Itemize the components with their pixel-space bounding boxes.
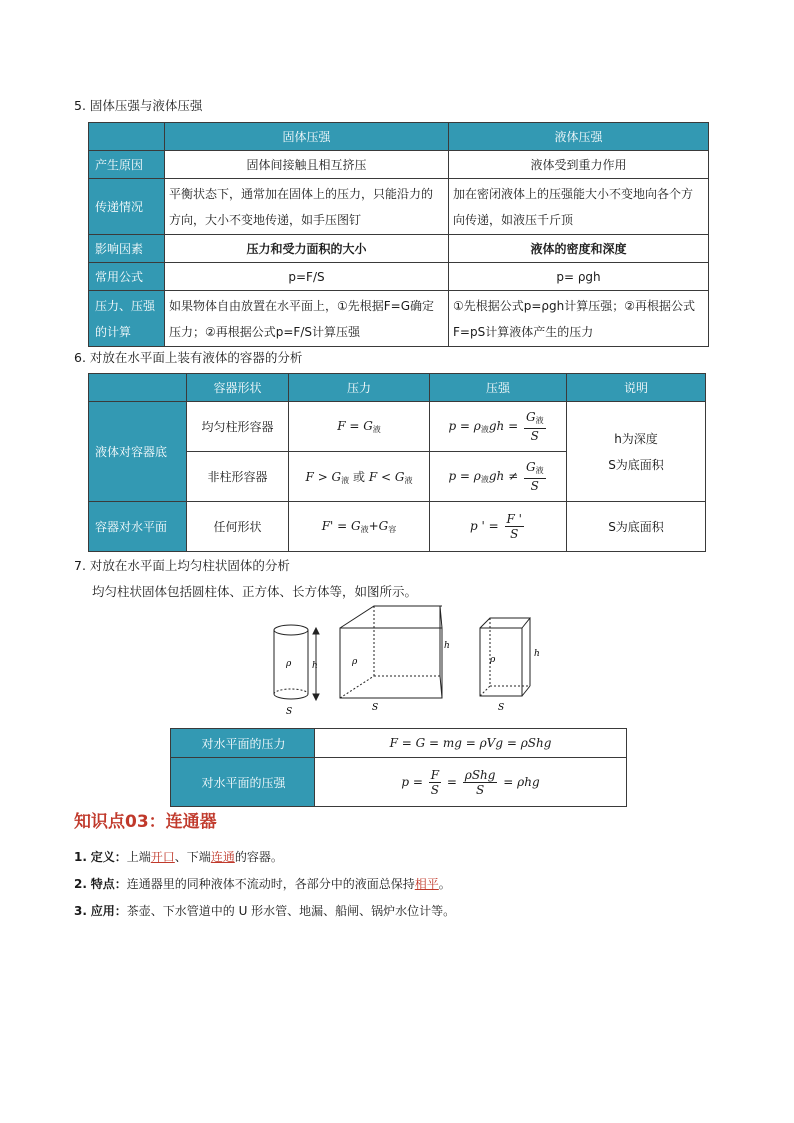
row-label: 产生原因 — [89, 151, 165, 179]
cell-solid: 固体间接触且相互挤压 — [165, 151, 449, 179]
cell-solid: 平衡状态下，通常加在固体上的压力，只能沿力的方向，大小不变地传递，如手压图钉 — [165, 179, 449, 235]
cube-s-label: S — [372, 703, 379, 713]
formula-force-2: $F > G_液$ 或 $F < G_液$ — [289, 452, 430, 502]
cell-solid: 压力和受力面积的大小 — [165, 235, 449, 263]
formula-force-1: $F = G_液$ — [289, 402, 430, 452]
row-label-force: 对水平面的压力 — [171, 729, 315, 758]
point-feature: 2. 特点：连通器里的同种液体不流动时，各部分中的液面总保持相平。 — [74, 877, 451, 891]
row-label: 影响因素 — [89, 235, 165, 263]
formula-pressure: p = $\frac{F}{S}$ = $\frac{\text{ρShg}}{S}$ = ρhg — [315, 758, 627, 807]
cyl-h-label: h — [312, 661, 318, 671]
formula-force: F = G = mg = ρVg = ρShg — [315, 729, 627, 758]
header-blank — [89, 123, 165, 151]
note-area-3: S为底面积 — [567, 502, 706, 552]
cell-liquid: 液体的密度和深度 — [449, 235, 709, 263]
row-label: 压力、压强的计算 — [89, 291, 165, 347]
formula-pressure-1: $p = \rho_液gh$ = $\frac{G_液}{S}$ — [430, 402, 567, 452]
formula-force-3: $F' = G_液+G_容$ — [289, 502, 430, 552]
cuboid-rho-label: ρ — [490, 655, 496, 665]
note-area: S为底面积 — [608, 457, 664, 472]
cell-liquid: 加在密闭液体上的压强能大小不变地向各个方向传递，如液压千斤顶 — [449, 179, 709, 235]
cuboid-h-label: h — [534, 649, 540, 659]
note-depth-area — [567, 402, 706, 502]
section-6-heading: 6. 对放在水平面上装有液体的容器的分析 — [74, 350, 303, 365]
solid-liquid-pressure-table — [88, 122, 709, 347]
cell-liquid: 液体受到重力作用 — [449, 151, 709, 179]
cell-solid: 如果物体自由放置在水平面上，①先根据F=G确定压力；②再根据公式p=F/S计算压强 — [165, 291, 449, 347]
cube-h-label: h — [444, 641, 450, 651]
row-label: 常用公式 — [89, 263, 165, 291]
cell-liquid: ①先根据公式p=ρgh计算压强；②再根据公式F=pS计算液体产生的压力 — [449, 291, 709, 347]
formula-pressure-2: $p = \rho_液gh$ ≠ $\frac{G_液}{S}$ — [430, 452, 567, 502]
note-depth: h为深度 — [614, 431, 658, 446]
cuboid-shape — [480, 618, 530, 696]
group-container-on-floor: 容器对水平面 — [89, 502, 187, 552]
row-label-pressure: 对水平面的压强 — [171, 758, 315, 807]
cell-solid: p=F/S — [165, 263, 449, 291]
cyl-s-label: S — [286, 707, 293, 716]
header-solid: 固体压强 — [165, 123, 449, 151]
shape-non-column: 非柱形容器 — [187, 452, 289, 502]
section-7-intro: 均匀柱状固体包括圆柱体、正方体、长方体等，如图所示。 — [92, 584, 418, 599]
shape-uniform-column: 均匀柱形容器 — [187, 402, 289, 452]
header-pressure: 压强 — [430, 374, 567, 402]
section-5-heading: 5. 固体压强与液体压强 — [74, 98, 203, 113]
knowledge-point-title: 知识点03：连通器 — [74, 812, 217, 832]
section-7-heading: 7. 对放在水平面上均匀柱状固体的分析 — [74, 558, 290, 573]
shape-any: 任何形状 — [187, 502, 289, 552]
point-application: 3. 应用：茶壶、下水管道中的 U 形水管、地漏、船闸、锅炉水位计等。 — [74, 904, 456, 918]
header-blank — [89, 374, 187, 402]
cube-shape — [340, 606, 442, 698]
group-liquid-on-bottom: 液体对容器底 — [89, 402, 187, 502]
cell-liquid: p= ρgh — [449, 263, 709, 291]
cuboid-s-label: S — [498, 703, 505, 713]
header-liquid: 液体压强 — [449, 123, 709, 151]
point-definition: 1. 定义：上端开口、下端连通的容器。 — [74, 850, 283, 864]
formula-pressure-3: p ' = $\frac{F '}{S}$ — [430, 502, 567, 552]
row-label: 传递情况 — [89, 179, 165, 235]
cyl-rho-label: ρ — [286, 659, 292, 669]
column-solid-table — [170, 728, 627, 807]
header-note: 说明 — [567, 374, 706, 402]
header-force: 压力 — [289, 374, 430, 402]
container-analysis-table — [88, 373, 706, 552]
cube-rho-label: ρ — [352, 657, 358, 667]
header-shape: 容器形状 — [187, 374, 289, 402]
solid-shapes-figure — [262, 604, 562, 716]
